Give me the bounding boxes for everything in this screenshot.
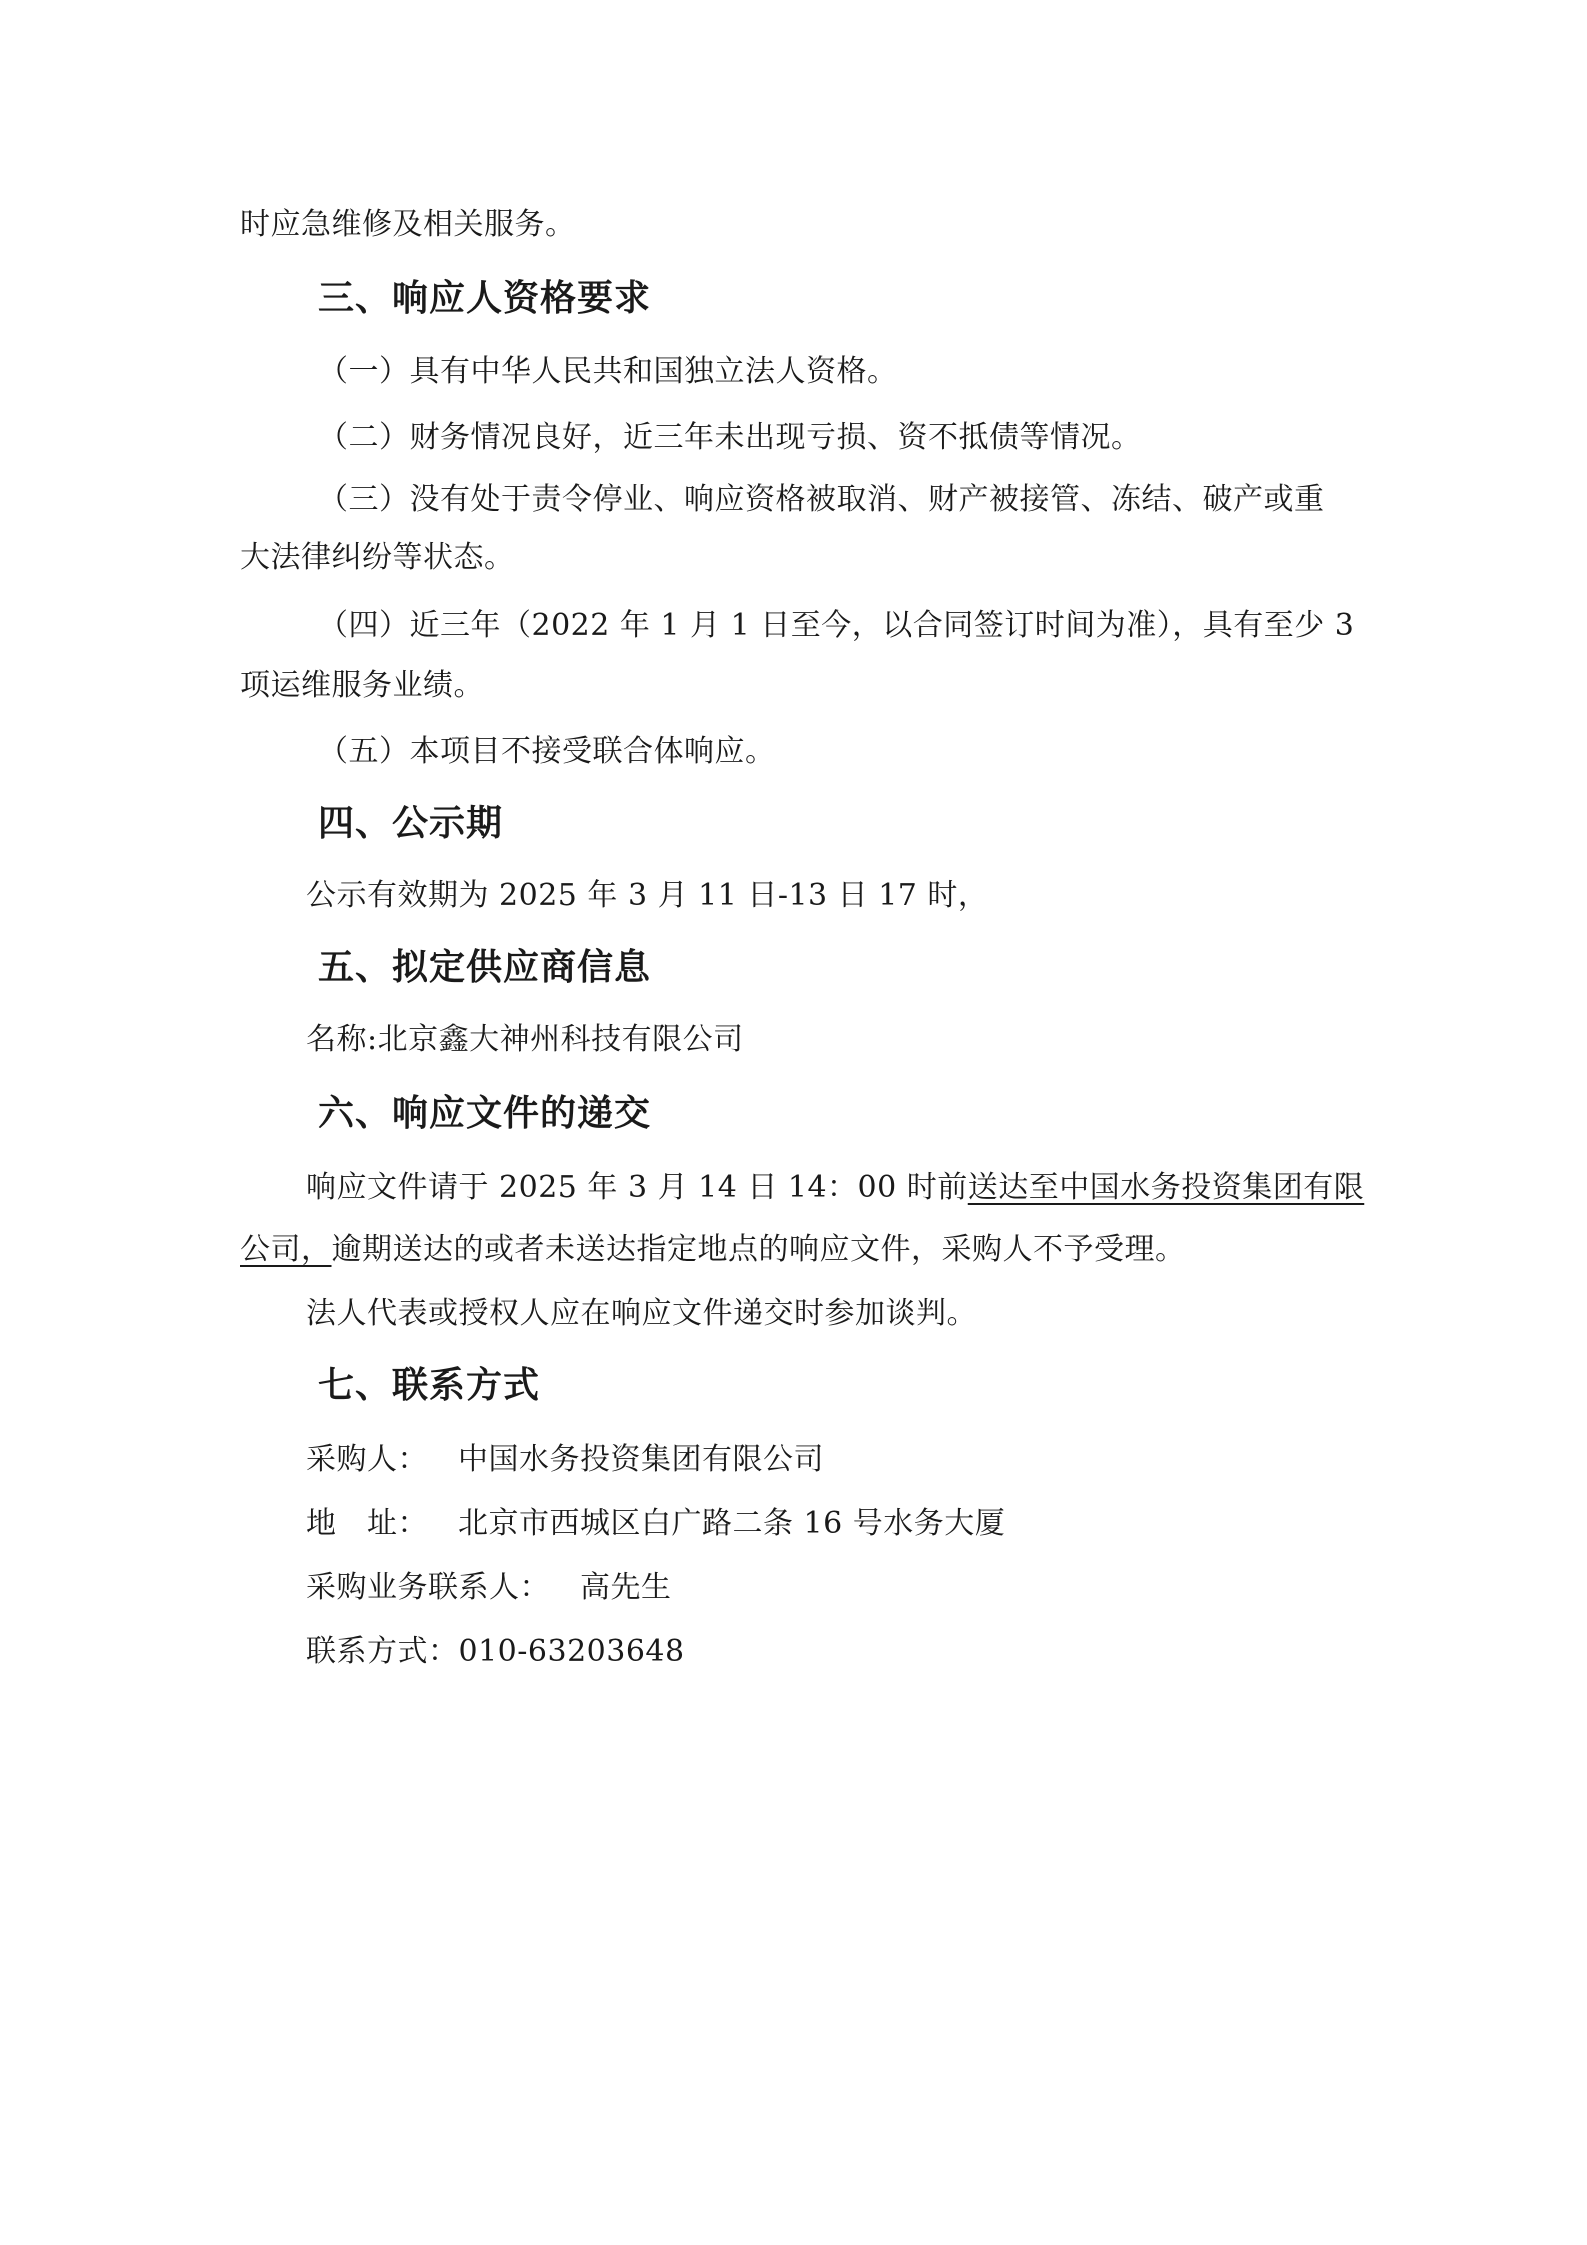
contact-person-value: 高先生	[580, 1570, 672, 1605]
publicity-period-text: 公示有效期为 2025 年 3 月 11 日-13 日 17 时，	[306, 878, 989, 913]
qualification-item-4-line-2: 项运维服务业绩。	[240, 668, 484, 703]
negotiation-attendance-text: 法人代表或授权人应在响应文件递交时参加谈判。	[306, 1296, 977, 1331]
qualification-item-5: （五）本项目不接受联合体响应。	[318, 734, 776, 769]
purchaser-value: 中国水务投资集团有限公司	[458, 1442, 824, 1477]
section-heading-submission: 六、响应文件的递交	[318, 1092, 652, 1134]
submission-location-underlined: 送达至中国水务投资集团有限	[967, 1170, 1365, 1205]
section-heading-supplier: 五、拟定供应商信息	[318, 946, 652, 988]
submission-paragraph-line-1	[306, 1168, 1364, 1208]
intro-line: 时应急维修及相关服务。	[240, 207, 576, 242]
contact-phone-line: 联系方式：010-63203648	[306, 1634, 685, 1669]
qualification-item-3-line-2: 大法律纠纷等状态。	[240, 540, 515, 575]
purchaser-label: 采购人：	[306, 1442, 428, 1477]
contact-address-line	[306, 1504, 1005, 1544]
section-heading-contact: 七、联系方式	[318, 1364, 541, 1406]
qualification-item-4-line-1: （四）近三年（2022 年 1 月 1 日至今，以合同签订时间为准），具有至少 3	[318, 608, 1355, 643]
contact-person-label: 采购业务联系人：	[306, 1570, 550, 1605]
submission-late-notice: 逾期送达的或者未送达指定地点的响应文件，采购人不予受理。	[331, 1232, 1186, 1267]
submission-deadline-text: 响应文件请于 2025 年 3 月 14 日 14：00 时前	[306, 1170, 968, 1205]
address-label: 地 址：	[306, 1506, 428, 1541]
qualification-item-2: （二）财务情况良好，近三年未出现亏损、资不抵债等情况。	[318, 420, 1142, 455]
qualification-item-1: （一）具有中华人民共和国独立法人资格。	[318, 354, 898, 389]
supplier-name-text: 名称:北京鑫大神州科技有限公司	[306, 1022, 744, 1057]
section-heading-publicity: 四、公示期	[318, 802, 504, 844]
contact-purchaser-line	[306, 1440, 824, 1480]
submission-location-underlined-end: 公司，	[240, 1232, 332, 1267]
section-heading-qualifications: 三、响应人资格要求	[318, 277, 652, 319]
submission-paragraph-line-2	[240, 1230, 1186, 1270]
address-value: 北京市西城区白广路二条 16 号水务大厦	[458, 1506, 1006, 1541]
qualification-item-3-line-1: （三）没有处于责令停业、响应资格被取消、财产被接管、冻结、破产或重	[318, 482, 1325, 517]
contact-person-line	[306, 1568, 672, 1608]
